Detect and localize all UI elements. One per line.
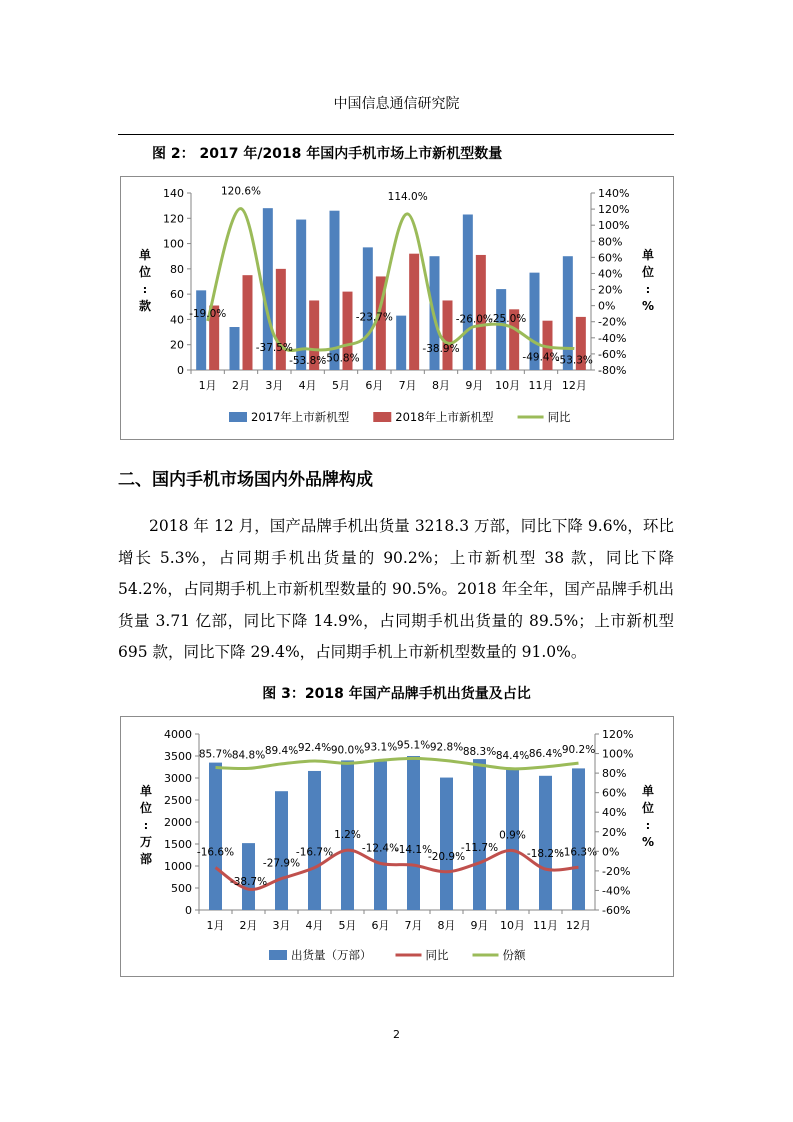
fig3-right-unit-label: 位 — [641, 801, 655, 815]
fig2-right-tick-label: 20% — [598, 283, 623, 297]
header-rule — [118, 134, 674, 135]
fig3-x-tick-label: 5月 — [338, 919, 357, 932]
fig2-left-tick-label: 20 — [170, 338, 184, 352]
fig3-x-tick-label: 6月 — [371, 919, 390, 932]
fig3-left-tick-label: 3000 — [164, 772, 192, 785]
fig3-data-label: 86.4% — [528, 747, 563, 760]
fig2-right-tick-label: -20% — [598, 315, 627, 329]
fig3-x-tick-label: 8月 — [437, 919, 456, 932]
fig2-left-unit-label: : — [142, 283, 148, 296]
fig3-x-tick-label: 4月 — [305, 919, 324, 932]
fig3-bar — [374, 761, 387, 910]
fig3-right-tick-label: -20% — [602, 864, 631, 878]
fig3-data-label: 88.3% — [462, 745, 497, 758]
fig2-x-tick-label: 8月 — [432, 379, 450, 392]
fig2-left-tick-label: 140 — [163, 187, 184, 200]
fig3-data-label: -18.2% — [526, 848, 565, 861]
fig3-x-tick-label: 1月 — [206, 919, 225, 932]
fig2-data-label: -26.0% — [455, 313, 493, 326]
fig2-x-tick-label: 1月 — [198, 379, 217, 392]
fig3-data-label: -11.7% — [460, 841, 499, 854]
fig3-data-label: -16.6% — [196, 846, 235, 859]
fig3-right-tick-label: 40% — [602, 806, 627, 820]
fig2-x-tick-label: 4月 — [298, 379, 317, 392]
fig2-left-tick-label: 100 — [163, 237, 184, 251]
fig2-left-tick-label: 120 — [163, 212, 184, 226]
fig2-left-tick-label: 0 — [177, 364, 184, 377]
fig3-bar — [275, 791, 288, 910]
fig3-data-label: 84.4% — [495, 749, 530, 762]
fig2-x-tick-label: 9月 — [465, 379, 484, 392]
fig2-right-tick-label: -40% — [598, 331, 627, 345]
fig3-left-tick-label: 500 — [171, 882, 192, 895]
fig2-x-tick-label: 6月 — [365, 379, 384, 392]
fig2-legend-label: 2018年上市新机型 — [395, 410, 494, 424]
fig3-x-tick-label: 7月 — [404, 919, 423, 932]
fig2-left-tick-label: 80 — [170, 262, 184, 276]
fig3-left-unit-label: 部 — [139, 852, 153, 866]
fig2-legend-swatch — [373, 412, 391, 422]
fig2-bar — [230, 327, 240, 370]
fig2-line-0 — [208, 209, 575, 351]
fig2-left-unit-label: 位 — [138, 265, 152, 279]
fig2-right-unit-label: 单 — [641, 248, 655, 262]
fig3-bar — [539, 776, 552, 910]
fig2-data-label: -53.8% — [289, 354, 327, 367]
fig2-left-unit-label: 单 — [138, 248, 152, 262]
fig2-x-tick-label: 7月 — [398, 379, 417, 392]
figure2-title: 图 2： 2017 年/2018 年国内手机市场上市新机型数量 — [152, 146, 503, 162]
section-title: 二、国内手机市场国内外品牌构成 — [118, 470, 373, 490]
fig3-data-label: -20.9% — [427, 850, 466, 863]
fig3-data-label: 90.2% — [561, 744, 596, 757]
fig2-data-label: 114.0% — [387, 190, 428, 203]
fig2-data-label: -49.4% — [522, 351, 560, 364]
fig3-bar — [209, 763, 222, 910]
fig3-data-label: -16.3% — [559, 846, 598, 859]
fig2-x-tick-label: 12月 — [561, 379, 587, 392]
fig2-right-tick-label: -60% — [598, 347, 627, 361]
fig3-data-label: 84.8% — [231, 749, 266, 762]
fig2-x-tick-label: 5月 — [332, 379, 350, 392]
body-paragraph — [118, 511, 674, 669]
fig2-x-tick-label: 3月 — [265, 379, 284, 392]
fig3-bar — [440, 778, 453, 910]
fig2-bar — [443, 300, 453, 370]
fig3-data-label: 1.2% — [334, 829, 361, 842]
fig2-legend-label: 同比 — [547, 410, 571, 424]
fig3-left-tick-label: 4000 — [164, 728, 192, 741]
fig2-bar — [563, 256, 573, 370]
fig3-left-tick-label: 2500 — [164, 794, 192, 807]
fig2-bar — [196, 290, 206, 370]
fig2-bar — [363, 247, 373, 370]
fig2-data-label: -25.0% — [489, 312, 527, 325]
fig2-data-label: -19.0% — [189, 307, 227, 320]
fig2-right-tick-label: 120% — [598, 203, 630, 217]
fig2-left-unit-label: 款 — [138, 299, 152, 313]
fig2-x-tick-label: 10月 — [495, 379, 521, 392]
fig2-legend-label: 2017年上市新机型 — [251, 410, 350, 424]
fig3-right-unit-label: 单 — [641, 784, 655, 798]
fig3-left-tick-label: 1500 — [164, 838, 192, 851]
fig2-bar — [496, 289, 506, 370]
fig2-x-tick-label: 2月 — [232, 379, 250, 392]
fig3-bar — [572, 768, 585, 910]
fig3-right-tick-label: 80% — [602, 767, 627, 781]
fig3-data-label: 93.1% — [363, 741, 398, 754]
fig3-data-label: 90.0% — [330, 744, 365, 757]
fig3-left-tick-label: 2000 — [164, 816, 192, 829]
fig3-data-label: 0.9% — [499, 829, 526, 842]
fig3-x-tick-label: 11月 — [533, 919, 558, 932]
fig3-left-unit-label: : — [143, 819, 149, 832]
fig3-left-unit-label: 位 — [139, 801, 153, 815]
figure3-title: 图 3：2018 年国产品牌手机出货量及占比 — [262, 686, 531, 702]
fig3-x-tick-label: 12月 — [566, 919, 591, 932]
fig3-right-tick-label: -40% — [602, 884, 631, 898]
fig2-right-unit-label: 位 — [641, 265, 655, 279]
fig2-right-tick-label: 80% — [598, 235, 623, 249]
fig3-left-unit-label: 万 — [139, 835, 153, 849]
fig2-bar — [463, 214, 473, 370]
fig2-bar — [396, 316, 406, 370]
page-number: 2 — [393, 1028, 400, 1041]
fig2-data-label: -37.5% — [255, 341, 293, 354]
fig3-left-tick-label: 1000 — [164, 860, 192, 873]
figure3-chart-svg — [121, 717, 673, 976]
fig3-right-tick-label: 20% — [602, 825, 627, 839]
fig3-legend-label: 份额 — [502, 948, 526, 962]
fig2-right-tick-label: -80% — [598, 364, 627, 377]
fig3-data-label: -14.1% — [394, 844, 433, 857]
fig3-legend-label: 同比 — [425, 948, 449, 962]
fig2-right-tick-label: 100% — [598, 219, 630, 233]
fig3-bar — [407, 756, 420, 910]
fig2-bar — [409, 254, 419, 370]
fig3-x-tick-label: 10月 — [500, 919, 525, 932]
paragraph-text: 2018 年 12 月，国产品牌手机出货量 3218.3 万部，同比下降 9.6%，环比增长 5.3%，占同期手机出货量的 90.2%；上市新机型 38 款，同比下降 54.2%，占同期手机上市新机型数量的 90.5%。2018 年全年，国产品牌手机出货量 3.71 亿部，同比下降 14.9%，占同期手机出货量的 89.5%；上市新机型 695 款，同比下降 29.4%，占同期手机上市新机型数量的 91.0%。 — [118, 517, 674, 661]
fig3-x-tick-label: 3月 — [272, 919, 291, 932]
fig2-data-label: -53.3% — [555, 354, 593, 367]
fig3-data-label: -12.4% — [361, 842, 400, 855]
fig3-data-label: -38.7% — [229, 876, 268, 889]
fig2-right-tick-label: 0% — [598, 299, 616, 313]
fig2-left-tick-label: 40 — [170, 313, 184, 327]
fig2-legend-swatch — [229, 412, 247, 422]
fig2-data-label: 120.6% — [220, 185, 262, 198]
fig2-right-unit-label: : — [645, 283, 651, 296]
fig3-right-tick-label: 0% — [602, 845, 620, 859]
fig3-bar — [473, 759, 486, 910]
fig3-data-label: 92.4% — [297, 741, 332, 754]
fig3-data-label: 89.4% — [264, 744, 299, 757]
fig3-left-tick-label: 3500 — [164, 750, 192, 763]
fig3-right-unit-label: : — [645, 819, 651, 832]
fig3-data-label: 95.1% — [396, 739, 431, 752]
fig3-data-label: 85.7% — [198, 748, 233, 761]
fig3-data-label: -16.7% — [295, 846, 334, 859]
fig2-right-unit-label: % — [641, 299, 655, 313]
fig3-right-tick-label: 120% — [602, 728, 634, 741]
fig2-bar — [243, 275, 253, 370]
fig2-x-tick-label: 11月 — [528, 379, 554, 392]
fig3-x-tick-label: 2月 — [239, 919, 258, 932]
fig3-left-unit-label: 单 — [139, 784, 153, 798]
fig3-data-label: 92.8% — [429, 741, 464, 754]
fig3-data-label: -27.9% — [262, 857, 301, 870]
figure2-chart — [120, 176, 674, 440]
fig3-x-tick-label: 9月 — [470, 919, 489, 932]
fig2-data-label: -50.8% — [322, 352, 360, 365]
fig2-bar — [276, 269, 286, 370]
fig3-right-tick-label: 100% — [602, 747, 634, 761]
fig3-legend-label: 出货量（万部） — [291, 948, 372, 962]
figure2-chart-svg — [121, 177, 673, 439]
fig3-legend-swatch — [269, 950, 287, 960]
fig2-data-label: -23.7% — [355, 311, 393, 324]
fig2-left-tick-label: 60 — [170, 288, 184, 302]
fig3-right-unit-label: % — [641, 835, 655, 849]
fig3-left-tick-label: 0 — [185, 904, 192, 917]
fig2-right-tick-label: 40% — [598, 267, 623, 281]
figure3-chart — [120, 716, 674, 977]
fig2-data-label: -38.9% — [422, 342, 460, 355]
fig3-right-tick-label: -60% — [602, 904, 631, 917]
fig2-bar — [476, 255, 486, 370]
fig3-bar — [308, 771, 321, 910]
fig2-right-tick-label: 140% — [598, 187, 630, 200]
page-header: 中国信息通信研究院 — [333, 96, 460, 112]
fig3-right-tick-label: 60% — [602, 786, 627, 800]
fig2-right-tick-label: 60% — [598, 251, 623, 265]
